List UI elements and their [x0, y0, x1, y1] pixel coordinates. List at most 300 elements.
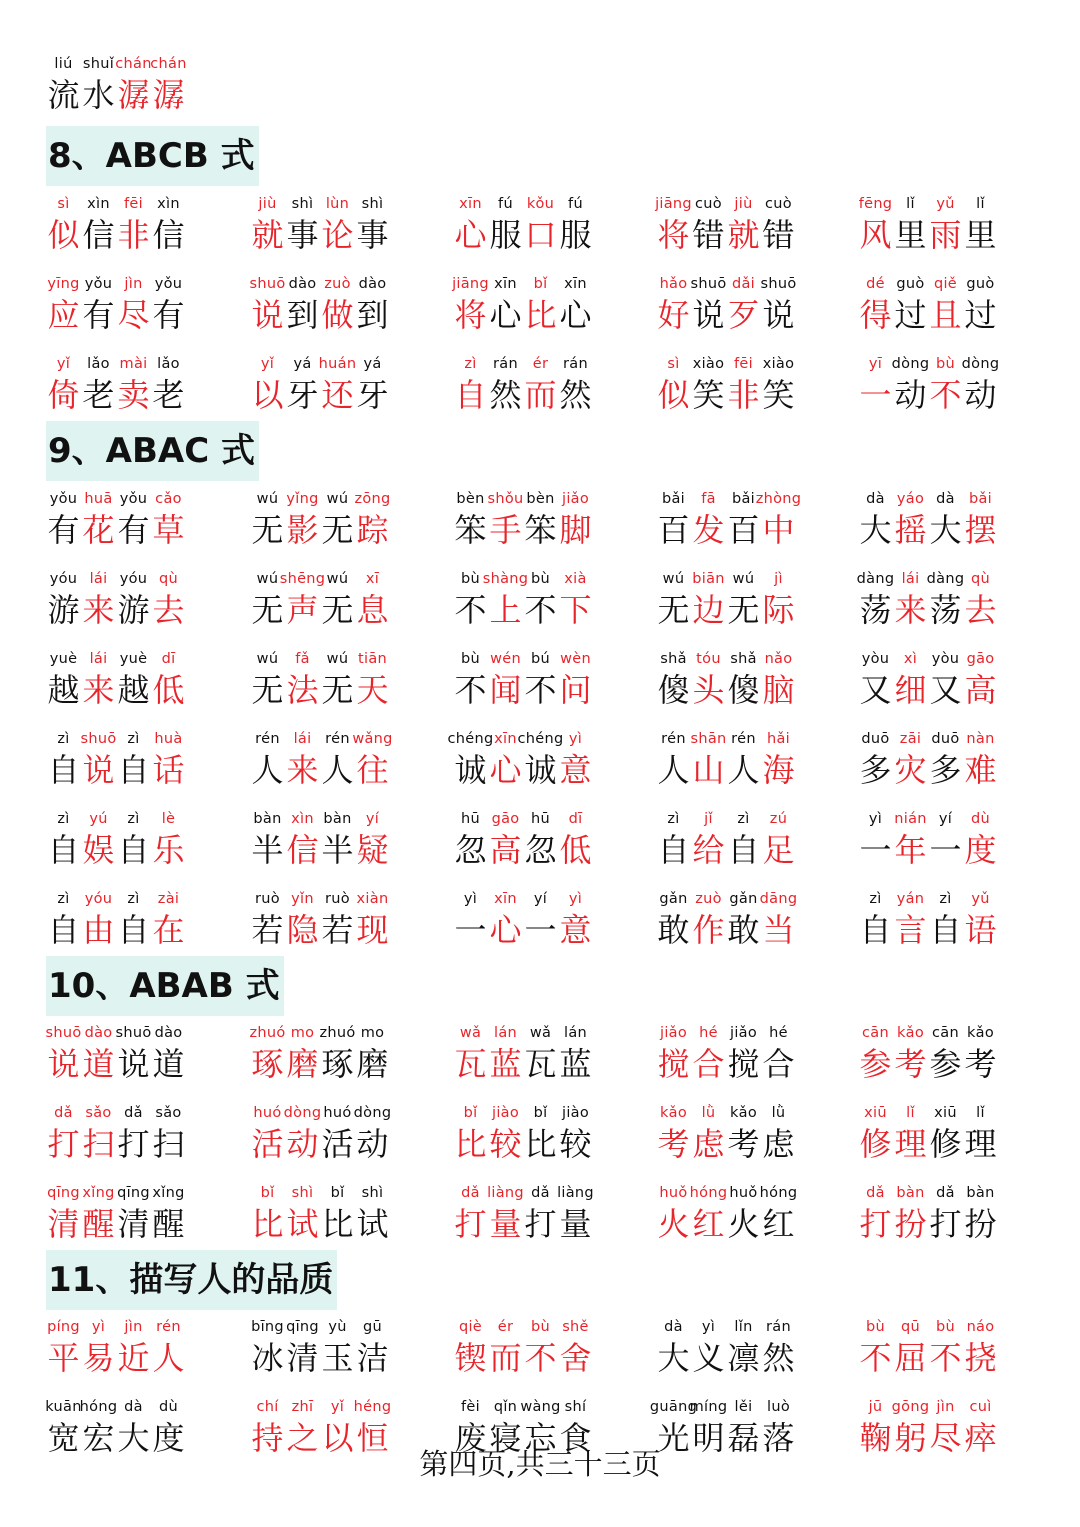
- idiom-item: [858, 1022, 998, 1084]
- pinyin: kǒu: [526, 196, 555, 212]
- hanzi: 若: [251, 911, 284, 949]
- syllable: [656, 728, 691, 790]
- idiom-item: [656, 1022, 796, 1084]
- hanzi: 诚: [454, 751, 487, 789]
- hanzi: 瓦: [454, 1045, 487, 1083]
- syllable: [755, 488, 802, 550]
- pinyin: rén: [731, 731, 756, 747]
- pinyin: zì: [127, 891, 140, 907]
- idiom-item: [250, 1022, 390, 1084]
- pinyin: gǎn: [659, 891, 688, 907]
- hanzi: 躬: [894, 1419, 927, 1457]
- hanzi: 理: [894, 1125, 927, 1163]
- hanzi: 动: [286, 1125, 319, 1163]
- idiom-item: [858, 728, 998, 790]
- hanzi: 易: [82, 1339, 115, 1377]
- syllable: [761, 1022, 796, 1084]
- pinyin: fā: [701, 491, 716, 507]
- hanzi: 且: [929, 296, 962, 334]
- syllable: [81, 1396, 116, 1458]
- pinyin: dà: [664, 1319, 683, 1335]
- hanzi: 现: [356, 911, 389, 949]
- pinyin: chí: [256, 1399, 279, 1415]
- pinyin: lán: [563, 1025, 587, 1041]
- syllable: [691, 1102, 726, 1164]
- idiom-item: [453, 1316, 593, 1378]
- pinyin: yǐ: [330, 1399, 345, 1415]
- pinyin: wǎng: [352, 731, 393, 747]
- pinyin: yǐ: [56, 356, 71, 372]
- syllable: [558, 808, 593, 870]
- hanzi: 虑: [692, 1125, 725, 1163]
- syllable: [523, 648, 558, 710]
- pinyin: rán: [493, 356, 518, 372]
- pinyin: fēng: [858, 196, 893, 212]
- hanzi: 不: [524, 671, 557, 709]
- hanzi: 越: [117, 671, 150, 709]
- hanzi: 扮: [894, 1205, 927, 1243]
- pinyin: zhòng: [755, 491, 802, 507]
- hanzi: 来: [82, 671, 115, 709]
- hanzi: 似: [47, 216, 80, 254]
- syllable: [558, 273, 593, 335]
- pinyin: bǐ: [330, 1185, 345, 1201]
- pinyin: cān: [932, 1025, 959, 1041]
- syllable: [963, 1022, 998, 1084]
- hanzi: 信: [82, 216, 115, 254]
- syllable: [355, 888, 390, 950]
- syllable: [858, 1396, 893, 1458]
- idiom-item: [858, 568, 998, 630]
- hanzi: 大: [859, 511, 892, 549]
- pinyin: lái: [89, 651, 108, 667]
- pinyin: sǎo: [155, 1105, 182, 1121]
- syllable: [81, 273, 116, 335]
- pinyin: huà: [154, 731, 183, 747]
- idiom-item: [250, 1316, 390, 1378]
- hanzi: 自: [657, 831, 690, 869]
- hanzi: 光: [657, 1419, 690, 1457]
- hanzi: 荡: [859, 591, 892, 629]
- pinyin: shuǐ: [82, 56, 115, 72]
- pinyin: yá: [363, 356, 382, 372]
- pinyin: fēi: [734, 356, 753, 372]
- idiom-item: [46, 1022, 186, 1084]
- pinyin: nǎo: [764, 651, 793, 667]
- hanzi: 比: [454, 1125, 487, 1163]
- pinyin: xìn: [291, 811, 314, 827]
- hanzi: 无: [657, 591, 690, 629]
- syllable: [355, 273, 390, 335]
- hanzi: 合: [692, 1045, 725, 1083]
- idiom-item: [858, 648, 998, 710]
- pinyin: zì: [939, 891, 952, 907]
- syllable: [250, 648, 285, 710]
- pinyin: dù: [159, 1399, 178, 1415]
- pinyin: shān: [690, 731, 727, 747]
- idiom-item: [656, 808, 796, 870]
- pinyin: sì: [667, 356, 680, 372]
- hanzi: 度: [152, 1419, 185, 1457]
- pinyin: gāo: [491, 811, 520, 827]
- idiom-item: [250, 1102, 390, 1164]
- syllable: [488, 888, 523, 950]
- syllable: [320, 648, 355, 710]
- idiom-item: [656, 728, 796, 790]
- syllable: [116, 1102, 151, 1164]
- pinyin: bǎi: [731, 491, 756, 507]
- pinyin: wú: [326, 491, 349, 507]
- hanzi: 清: [47, 1205, 80, 1243]
- syllable: [320, 353, 355, 415]
- hanzi: 意: [559, 751, 592, 789]
- pinyin: dòng: [353, 1105, 392, 1121]
- hanzi: 应: [47, 296, 80, 334]
- syllable: [858, 728, 893, 790]
- syllable: [488, 273, 523, 335]
- hanzi: 宏: [82, 1419, 115, 1457]
- hanzi: 心: [489, 296, 522, 334]
- pinyin: wú: [662, 571, 685, 587]
- pinyin: yǒu: [49, 491, 78, 507]
- section-heading: 8、ABCB 式: [46, 126, 259, 186]
- pinyin: luò: [767, 1399, 790, 1415]
- idiom-item: [46, 568, 186, 630]
- hanzi: 不: [929, 1339, 962, 1377]
- idiom-item: [46, 488, 186, 550]
- idiom-item: [858, 488, 998, 550]
- hanzi: 落: [762, 1419, 795, 1457]
- pinyin: rán: [766, 1319, 791, 1335]
- hanzi: 说: [692, 296, 725, 334]
- syllable: [858, 1182, 893, 1244]
- syllable: [250, 1396, 285, 1458]
- syllable: [81, 1022, 116, 1084]
- pinyin: shuō: [760, 276, 797, 292]
- hanzi: 心: [489, 751, 522, 789]
- pinyin: shuō: [45, 1025, 82, 1041]
- syllable: [691, 193, 726, 255]
- syllable: [151, 728, 186, 790]
- syllable: [250, 728, 285, 790]
- pinyin: hū: [531, 811, 550, 827]
- syllable: [46, 488, 81, 550]
- syllable: [250, 808, 285, 870]
- hanzi: 醒: [82, 1205, 115, 1243]
- syllable: [858, 488, 893, 550]
- hanzi: 里: [964, 216, 997, 254]
- syllable: [320, 193, 355, 255]
- syllable: [250, 353, 285, 415]
- pinyin: wú: [256, 571, 279, 587]
- pinyin: chán: [150, 56, 187, 72]
- pinyin: qīng: [286, 1319, 319, 1335]
- pinyin: bù: [461, 571, 480, 587]
- hanzi: 鞠: [859, 1419, 892, 1457]
- syllable: [81, 488, 116, 550]
- syllable: [963, 193, 998, 255]
- hanzi: 量: [489, 1205, 522, 1243]
- pinyin: shí: [564, 1399, 587, 1415]
- syllable: [453, 488, 488, 550]
- syllable: [928, 568, 963, 630]
- syllable: [558, 888, 593, 950]
- syllable: [761, 273, 796, 335]
- hanzi: 考: [657, 1125, 690, 1163]
- pinyin: bǐ: [533, 276, 548, 292]
- pinyin: liàng: [487, 1185, 524, 1201]
- hanzi: 火: [727, 1205, 760, 1243]
- pinyin: nàn: [966, 731, 995, 747]
- hanzi: 又: [859, 671, 892, 709]
- hanzi: 蓝: [559, 1045, 592, 1083]
- syllable: [151, 888, 186, 950]
- hanzi: 在: [152, 911, 185, 949]
- pinyin: zì: [127, 811, 140, 827]
- syllable: [116, 568, 151, 630]
- hanzi: 醒: [152, 1205, 185, 1243]
- hanzi: 足: [762, 831, 795, 869]
- pinyin: wǎ: [459, 1025, 482, 1041]
- syllable: [691, 1316, 726, 1378]
- pinyin: yǒu: [84, 276, 113, 292]
- syllable: [523, 568, 558, 630]
- pinyin: wú: [326, 571, 349, 587]
- pinyin: zì: [464, 356, 477, 372]
- hanzi: 似: [657, 376, 690, 414]
- idiom-item: [250, 273, 390, 335]
- pinyin: lǜ: [771, 1105, 786, 1121]
- pinyin: xiào: [762, 356, 795, 372]
- syllable: [488, 808, 523, 870]
- idiom-item: [858, 1396, 998, 1458]
- hanzi: 潺: [117, 76, 150, 114]
- pinyin: dī: [161, 651, 176, 667]
- syllable: [726, 1022, 761, 1084]
- syllable: [488, 1316, 523, 1378]
- syllable: [726, 273, 761, 335]
- syllable: [250, 193, 285, 255]
- pinyin: dào: [288, 276, 317, 292]
- pinyin: bù: [531, 1319, 550, 1335]
- hanzi: 去: [152, 591, 185, 629]
- hanzi: 得: [859, 296, 892, 334]
- hanzi: 虑: [762, 1125, 795, 1163]
- pinyin: lǐ: [976, 1105, 985, 1121]
- syllable: [691, 1182, 726, 1244]
- hanzi: 歹: [727, 296, 760, 334]
- pinyin: lùn: [325, 196, 350, 212]
- hanzi: 锲: [454, 1339, 487, 1377]
- idiom-item: [250, 568, 390, 630]
- syllable: [116, 1182, 151, 1244]
- pinyin: qù: [159, 571, 178, 587]
- syllable: [928, 648, 963, 710]
- syllable: [482, 568, 529, 630]
- idiom-item: [46, 1396, 186, 1458]
- pinyin: yì: [568, 891, 583, 907]
- hanzi: 无: [727, 591, 760, 629]
- pinyin: shēng: [279, 571, 326, 587]
- hanzi: 潺: [152, 76, 185, 114]
- syllable: [116, 193, 151, 255]
- pinyin: dāng: [759, 891, 798, 907]
- hanzi: 一: [859, 376, 892, 414]
- hanzi: 考: [727, 1125, 760, 1163]
- syllable: [250, 273, 285, 335]
- syllable: [488, 1102, 523, 1164]
- hanzi: 荡: [929, 591, 962, 629]
- pinyin: duō: [861, 731, 890, 747]
- hanzi: 边: [692, 591, 725, 629]
- pinyin: xīn: [459, 196, 482, 212]
- syllable: [151, 808, 186, 870]
- syllable: [928, 273, 963, 335]
- pinyin: xīn: [494, 276, 517, 292]
- hanzi: 玉: [321, 1339, 354, 1377]
- syllable: [858, 888, 893, 950]
- syllable: [963, 728, 998, 790]
- hanzi: 诚: [524, 751, 557, 789]
- hanzi: 有: [152, 296, 185, 334]
- idiom-item: [453, 488, 593, 550]
- pinyin: jiāng: [655, 196, 692, 212]
- pinyin: sǎo: [85, 1105, 112, 1121]
- syllable: [656, 808, 691, 870]
- hanzi: 心: [489, 911, 522, 949]
- syllable: [726, 728, 761, 790]
- syllable: [558, 1316, 593, 1378]
- syllable: [558, 728, 593, 790]
- hanzi: 食: [559, 1419, 592, 1457]
- hanzi: 宽: [47, 1419, 80, 1457]
- syllable: [928, 728, 963, 790]
- pinyin: shì: [361, 1185, 384, 1201]
- syllable: [656, 1022, 691, 1084]
- pinyin: kǎo: [729, 1105, 758, 1121]
- syllable: [151, 648, 186, 710]
- hanzi: 以: [321, 1419, 354, 1457]
- pinyin: huó: [323, 1105, 352, 1121]
- pinyin: kǎo: [896, 1025, 925, 1041]
- syllable: [691, 888, 726, 950]
- hanzi: 笨: [454, 511, 487, 549]
- pinyin: shuō: [80, 731, 117, 747]
- pinyin: héng: [353, 1399, 392, 1415]
- syllable: [46, 728, 81, 790]
- pinyin: xīn: [494, 731, 517, 747]
- pinyin: gū: [363, 1319, 382, 1335]
- hanzi: 动: [894, 376, 927, 414]
- pinyin: hé: [769, 1025, 788, 1041]
- syllable: [116, 1396, 151, 1458]
- hanzi: 度: [964, 831, 997, 869]
- hanzi: 考: [894, 1045, 927, 1083]
- hanzi: 手: [489, 511, 522, 549]
- pinyin: dàng: [856, 571, 895, 587]
- syllable: [691, 488, 726, 550]
- syllable: [81, 193, 116, 255]
- pinyin: wú: [326, 651, 349, 667]
- pinyin: bù: [936, 356, 955, 372]
- pinyin: yǐ: [260, 356, 275, 372]
- pinyin: tóu: [696, 651, 721, 667]
- hanzi: 百: [727, 511, 760, 549]
- hanzi: 无: [321, 671, 354, 709]
- idiom-item: [453, 568, 593, 630]
- syllable: [858, 193, 893, 255]
- syllable: [691, 648, 726, 710]
- syllable: [355, 353, 390, 415]
- pinyin: zōng: [354, 491, 391, 507]
- syllable: [726, 568, 761, 630]
- syllable: [761, 193, 796, 255]
- pinyin: shuō: [690, 276, 727, 292]
- hanzi: 做: [321, 296, 354, 334]
- pinyin: zú: [769, 811, 788, 827]
- syllable: [453, 1316, 488, 1378]
- syllable: [893, 888, 928, 950]
- syllable: [761, 1316, 796, 1378]
- hanzi: 比: [321, 1205, 354, 1243]
- syllable: [558, 568, 593, 630]
- section-heading: 11、描写人的品质: [46, 1250, 337, 1310]
- pinyin: dǎ: [531, 1185, 550, 1201]
- hanzi: 作: [692, 911, 725, 949]
- pinyin: lǐn: [734, 1319, 753, 1335]
- hanzi: 过: [964, 296, 997, 334]
- hanzi: 中: [762, 511, 795, 549]
- pinyin: liú: [54, 56, 73, 72]
- pinyin: zài: [157, 891, 180, 907]
- syllable: [285, 648, 320, 710]
- hanzi: 言: [894, 911, 927, 949]
- hanzi: 际: [762, 591, 795, 629]
- pinyin: bǎi: [968, 491, 993, 507]
- syllable: [691, 273, 726, 335]
- syllable: [453, 1102, 488, 1164]
- syllable: [858, 648, 893, 710]
- syllable: [928, 193, 963, 255]
- hanzi: 事: [286, 216, 319, 254]
- hanzi: 山: [692, 751, 725, 789]
- pinyin: mo: [290, 1025, 315, 1041]
- syllable: [558, 488, 593, 550]
- hanzi: 说: [82, 751, 115, 789]
- idiom-item: [250, 1396, 390, 1458]
- hanzi: 比: [251, 1205, 284, 1243]
- hanzi: 天: [356, 671, 389, 709]
- pinyin: míng: [689, 1399, 728, 1415]
- hanzi: 自: [47, 911, 80, 949]
- hanzi: 水: [82, 76, 115, 114]
- hanzi: 息: [356, 591, 389, 629]
- pinyin: shuō: [249, 276, 286, 292]
- pinyin: yǔ: [971, 891, 990, 907]
- pinyin: jiǎo: [561, 491, 589, 507]
- pinyin: yǐn: [291, 891, 314, 907]
- hanzi: 琢: [251, 1045, 284, 1083]
- pinyin: zì: [57, 811, 70, 827]
- pinyin: zì: [869, 891, 882, 907]
- syllable: [46, 273, 81, 335]
- syllable: [691, 353, 726, 415]
- syllable: [963, 888, 998, 950]
- syllable: [250, 888, 285, 950]
- hanzi: 说: [251, 296, 284, 334]
- syllable: [355, 488, 390, 550]
- hanzi: 发: [692, 511, 725, 549]
